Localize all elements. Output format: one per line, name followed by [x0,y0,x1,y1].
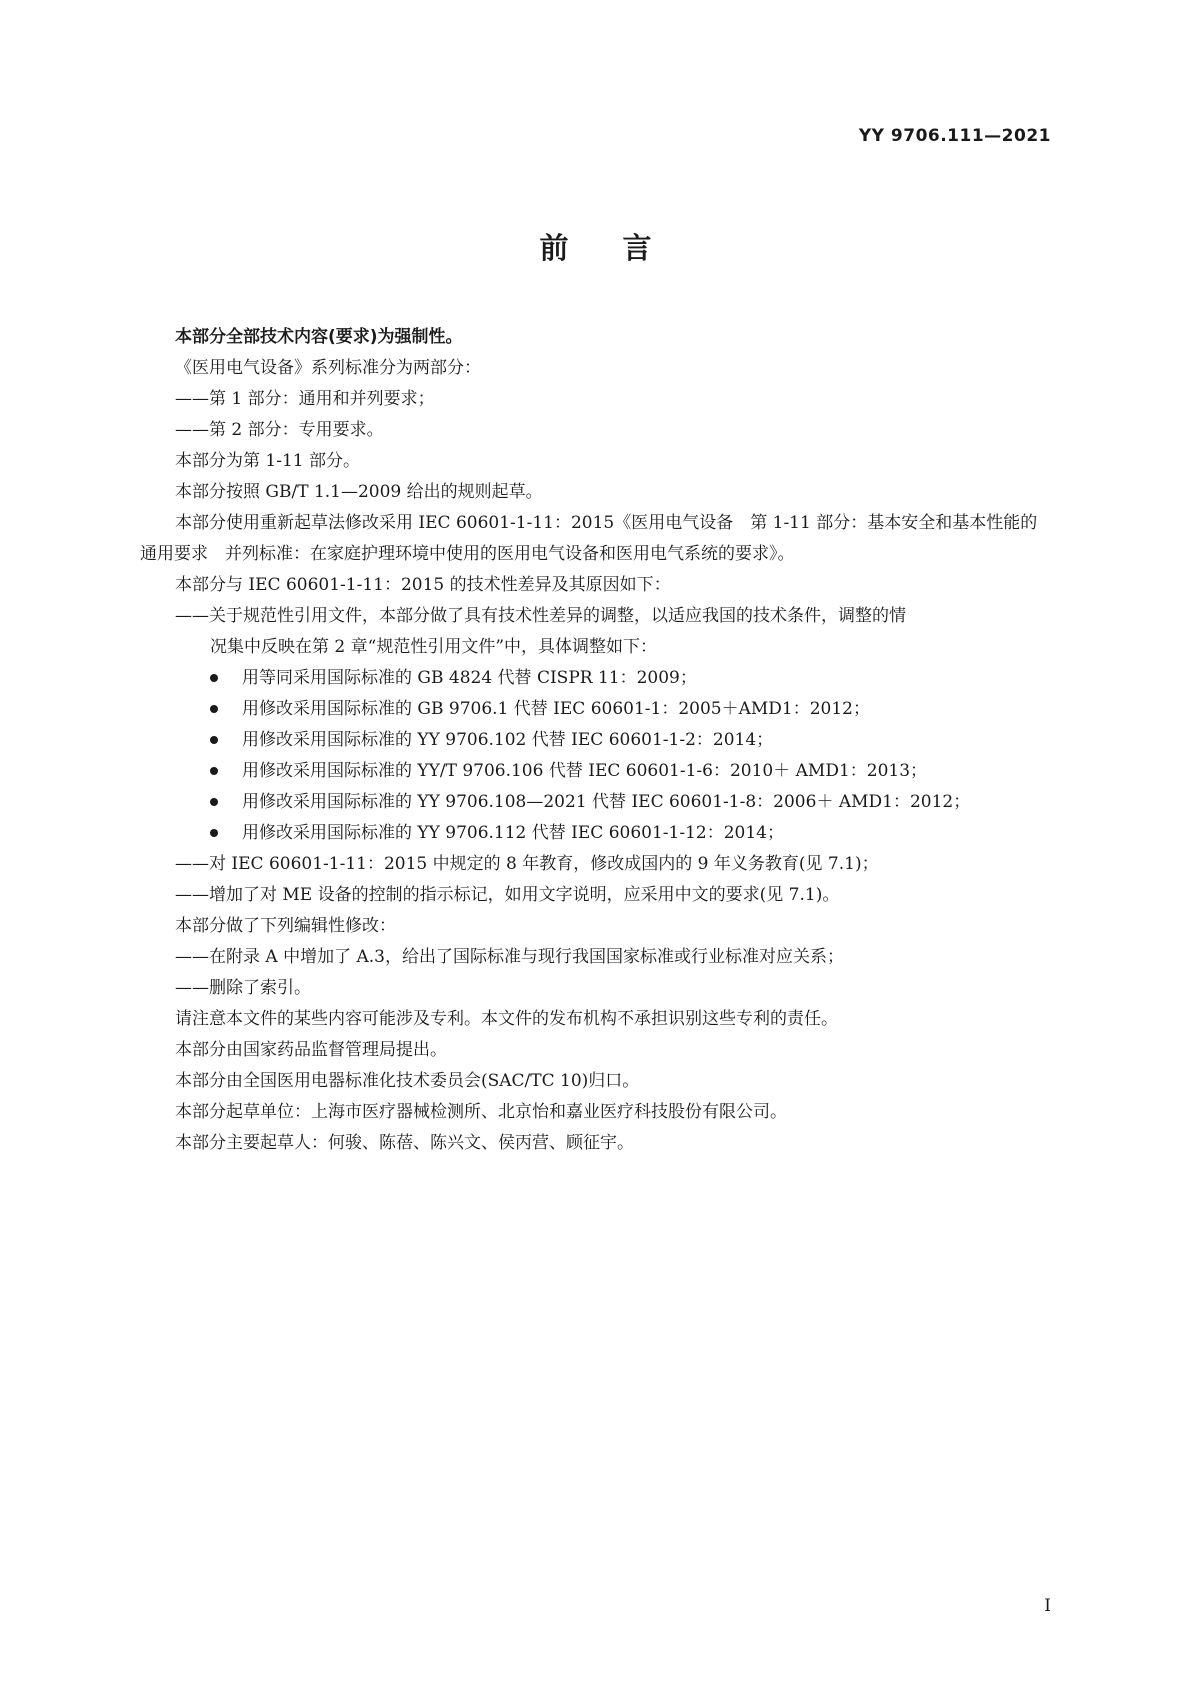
education-difference: ——对 IEC 60601-1-11：2015 中规定的 8 年教育，修改成国内的 9 年义务教育(见 7.1)； [175,854,879,874]
bullet-icon [210,705,218,713]
list-item: 用等同采用国际标准的 GB 4824 代替 CISPR 11：2009； [140,663,1052,694]
drafting-rules-paragraph: 本部分按照 GB/T 1.1—2009 给出的规则起草。 [175,482,543,502]
proposed-by: 本部分由国家药品监督管理局提出。 [175,1040,447,1060]
patent-notice: 请注意本文件的某些内容可能涉及专利。本文件的发布机构不承担识别这些专利的责任。 [175,1009,838,1029]
centralized-by: 本部分由全国医用电器标准化技术委员会(SAC/TC 10)归口。 [175,1071,640,1091]
list-item: 用修改采用国际标准的 YY 9706.112 代替 IEC 60601-1-12：2014； [140,818,1052,849]
bullet-icon [210,798,218,806]
bullet-icon [210,767,218,775]
bullet-icon [210,736,218,744]
differences-intro: 本部分与 IEC 60601-1-11：2015 的技术性差异及其原因如下： [175,575,671,595]
series-paragraph: 《医用电气设备》系列标准分为两部分： [175,358,481,378]
bullet-icon [210,674,218,682]
page-number: I [1044,1596,1051,1616]
normative-reference-difference [140,601,1052,663]
difference-line-1: ——关于规范性引用文件，本部分做了具有技术性差异的调整，以适应我国的技术条件，调整的情 [175,606,906,626]
standard-code: YY 9706.111—2021 [858,126,1051,146]
drafting-units: 本部分起草单位：上海市医疗器械检测所、北京怡和嘉业医疗科技股份有限公司。 [175,1102,787,1122]
part2-item: ——第 2 部分：专用要求。 [175,420,384,440]
list-item: 用修改采用国际标准的 YY 9706.102 代替 IEC 60601-1-2：2014； [140,725,1052,756]
foreword-body [140,322,1052,1159]
list-item: 用修改采用国际标准的 YY 9706.108—2021 代替 IEC 60601-1-8：2006＋ AMD1：2012； [140,787,1052,818]
part1-item: ——第 1 部分：通用和并列要求； [175,389,435,409]
bullet-icon [210,829,218,837]
list-item: 用修改采用国际标准的 GB 9706.1 代替 IEC 60601-1：2005＋AMD1：2012； [140,694,1052,725]
index-edit-item: ——删除了索引。 [175,978,311,998]
annex-edit-item: ——在附录 A 中增加了 A.3，给出了国际标准与现行我国国家标准或行业标准对应关系； [175,947,844,967]
page-title: 前言 [539,231,706,265]
adoption-paragraph: 本部分使用重新起草法修改采用 IEC 60601-1-11：2015《医用电气设备 第 1-11 部分：基本安全和基本性能的通用要求 并列标准：在家庭护理环境中使用的医用电气设备和医用电气系统的要求》。 [140,513,1038,564]
mandatory-statement: 本部分全部技术内容(要求)为强制性。 [175,327,463,347]
this-part-paragraph: 本部分为第 1-11 部分。 [175,451,360,471]
difference-line-2: 况集中反映在第 2 章“规范性引用文件”中，具体调整如下： [210,637,658,657]
main-drafters: 本部分主要起草人：何骏、陈蓓、陈兴文、侯丙营、顾征宇。 [175,1133,634,1153]
editorial-intro: 本部分做了下列编辑性修改： [175,916,396,936]
me-equipment-difference: ——增加了对 ME 设备的控制的指示标记，如用文字说明，应采用中文的要求(见 7.1)。 [175,885,840,905]
list-item: 用修改采用国际标准的 YY/T 9706.106 代替 IEC 60601-1-6：2010＋ AMD1：2013； [140,756,1052,787]
